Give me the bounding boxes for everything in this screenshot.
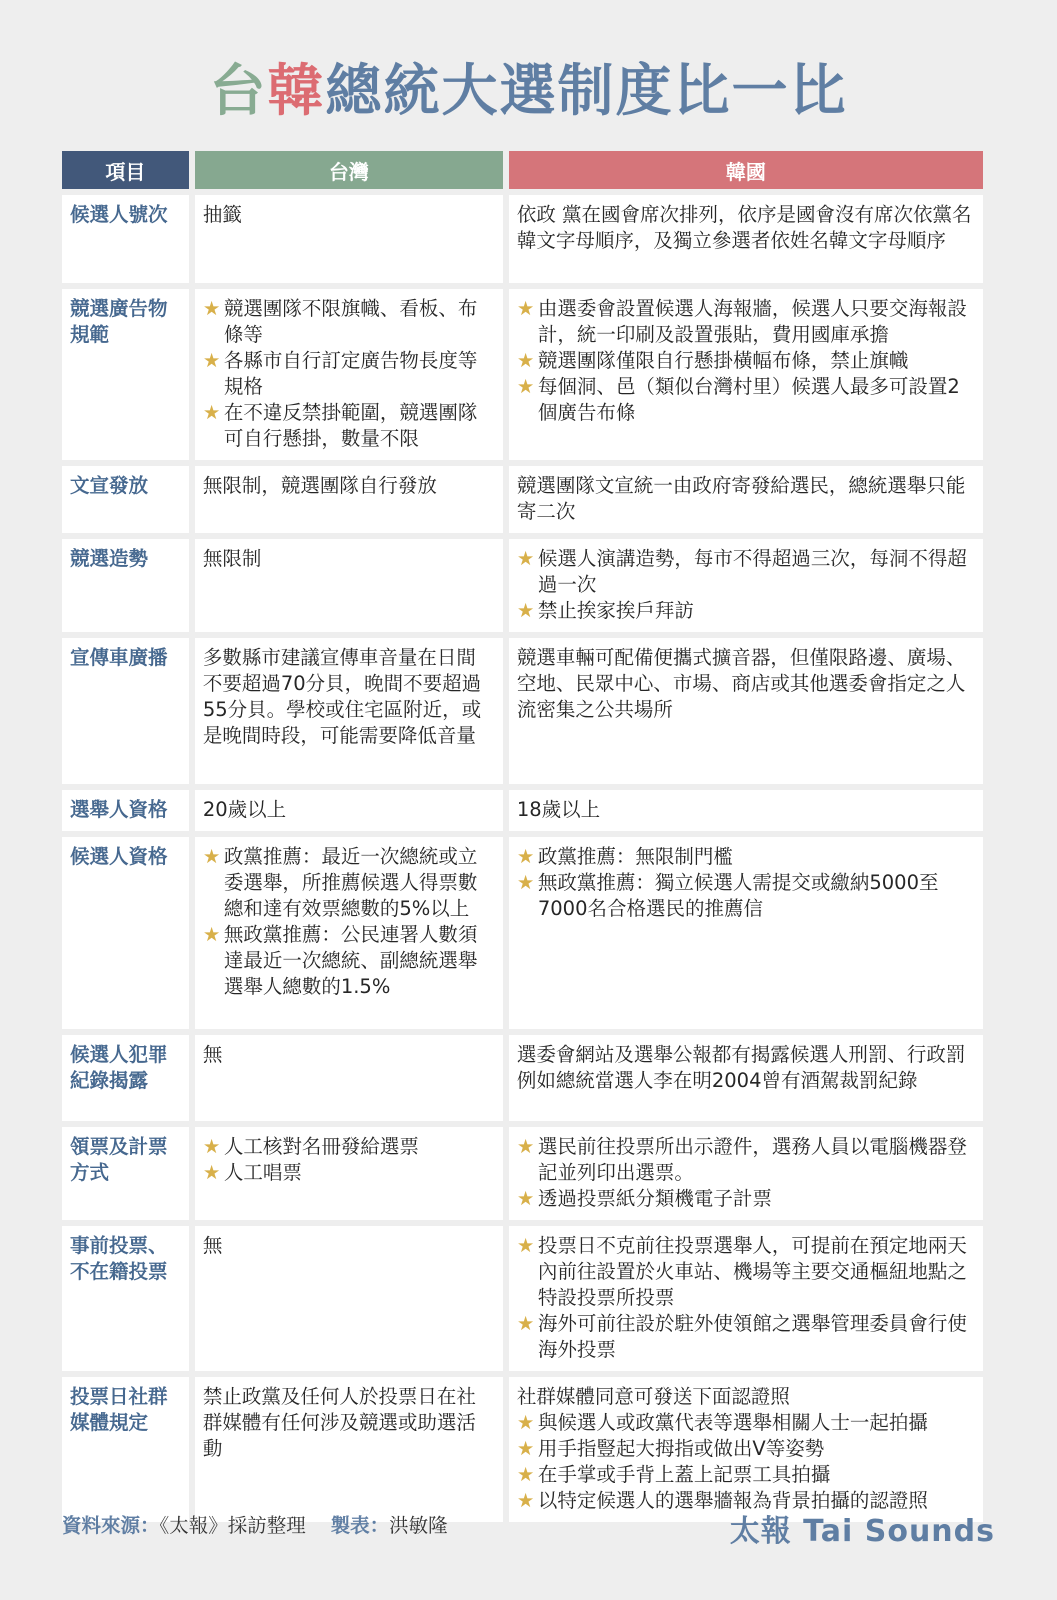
korea-cell: [509, 1226, 983, 1371]
taiwan-cell: [195, 1226, 503, 1371]
korea-cell: [509, 638, 983, 784]
bullet-item: [517, 598, 975, 624]
korea-cell: [509, 1377, 983, 1522]
bullet-item: [203, 1134, 495, 1160]
bullet-item: [517, 1134, 975, 1186]
star-icon: ★: [516, 1437, 535, 1460]
table-row: [62, 195, 983, 283]
title-taiwan: 台: [209, 59, 268, 124]
bullet-item: [203, 348, 495, 400]
bullet-item: [517, 1186, 975, 1212]
source-credit: [62, 1510, 448, 1538]
bullet-item: [517, 296, 975, 348]
source-key: 資料來源：: [62, 1514, 160, 1537]
bullet-text: 以特定候選人的選舉牆報為背景拍攝的認證照: [537, 1489, 928, 1512]
maker-key: 製表：: [330, 1514, 390, 1537]
bullet-item: [517, 1311, 975, 1363]
bullet-text: 競選團隊不限旗幟、看板、布條等: [223, 297, 478, 346]
cell-text: 競選團隊文宣統一由政府寄發給選民，總統選舉只能寄二次: [516, 474, 966, 523]
table-row: [62, 837, 983, 1029]
korea-cell: [509, 539, 983, 632]
bullet-item: [203, 844, 495, 922]
bullet-text: 政黨推薦：最近一次總統或立委選舉，所推薦候選人得票數總和達有效票總數的5%以上: [223, 845, 478, 920]
korea-cell: [509, 837, 983, 1029]
cell-text: 禁止政黨及任何人於投票日在社群媒體有任何涉及競選或助選活動: [202, 1385, 476, 1460]
star-icon: ★: [516, 1463, 535, 1486]
maker-value: 洪敏隆: [389, 1514, 448, 1537]
bullet-text: 禁止挨家挨戶拜訪: [537, 599, 694, 622]
row-label: 競選廣告物規範: [62, 289, 189, 460]
cell-text: 選委會網站及選舉公報都有揭露候選人刑罰、行政罰: [516, 1043, 966, 1066]
bullet-text: 每個洞、邑（類似台灣村里）候選人最多可設置2個廣告布條: [537, 375, 960, 424]
star-icon: ★: [516, 1489, 535, 1512]
star-icon: ★: [516, 1187, 535, 1210]
bullet-text: 與候選人或政黨代表等選舉相關人士一起拍攝: [537, 1411, 928, 1434]
taiwan-cell: [195, 1127, 503, 1220]
bullet-item: [517, 374, 975, 426]
cell-text: 社群媒體同意可發送下面認證照: [516, 1385, 790, 1408]
table-row: [62, 289, 983, 460]
table-row: [62, 1226, 983, 1371]
bullet-item: [203, 922, 495, 1000]
bullet-text: 海外可前往設於駐外使領館之選舉管理委員會行使海外投票: [537, 1312, 967, 1361]
bullet-text: 各縣市自行訂定廣告物長度等規格: [223, 349, 478, 398]
star-icon: ★: [202, 1135, 221, 1158]
cell-text: 抽籤: [202, 203, 242, 226]
bullet-text: 在不違反禁掛範圍，競選團隊可自行懸掛，數量不限: [223, 401, 478, 450]
row-label: 候選人資格: [62, 837, 189, 1029]
bullet-item: [517, 1436, 975, 1462]
table-row: [62, 790, 983, 831]
cell-text: 18歲以上: [516, 798, 601, 821]
bullet-text: 人工唱票: [223, 1161, 302, 1184]
header-korea: 韓國: [509, 151, 983, 189]
bullet-item: [517, 844, 975, 870]
cell-text: 多數縣市建議宣傳車音量在日間不要超過70分貝，晚間不要超過55分貝。學校或住宅區附近，或是晚間時段，可能需要降低音量: [202, 646, 482, 747]
taiwan-cell: [195, 790, 503, 831]
row-label: 文宣發放: [62, 466, 189, 533]
star-icon: ★: [202, 1161, 221, 1184]
taiwan-cell: [195, 195, 503, 283]
bullet-text: 候選人演講造勢，每市不得超過三次，每洞不得超過一次: [537, 547, 967, 596]
star-icon: ★: [516, 1234, 535, 1257]
bullet-item: [517, 1233, 975, 1311]
star-icon: ★: [202, 845, 221, 868]
row-label: 事前投票、不在籍投票: [62, 1226, 189, 1371]
brand-logo: 太報 Tai Sounds: [729, 1514, 995, 1549]
table-row: [62, 466, 983, 533]
taiwan-cell: [195, 1035, 503, 1121]
star-icon: ★: [516, 349, 535, 372]
star-icon: ★: [202, 297, 221, 320]
row-label: 投票日社群媒體規定: [62, 1377, 189, 1522]
row-label: 候選人號次: [62, 195, 189, 283]
table-row: [62, 1127, 983, 1220]
star-icon: ★: [202, 401, 221, 424]
korea-cell: [509, 466, 983, 533]
bullet-text: 競選團隊僅限自行懸掛橫幅布條，禁止旗幟: [537, 349, 909, 372]
korea-cell: [509, 1127, 983, 1220]
cell-text: 競選車輛可配備便攜式擴音器，但僅限路邊、廣場、空地、民眾中心、市場、商店或其他選委會指定之人流密集之公共場所: [516, 646, 966, 721]
bullet-text: 透過投票紙分類機電子計票: [537, 1187, 772, 1210]
table-row: [62, 1035, 983, 1121]
title-korea: 韓: [267, 59, 326, 124]
korea-cell: [509, 195, 983, 283]
taiwan-cell: [195, 837, 503, 1029]
cell-text: 無: [202, 1043, 223, 1066]
bullet-item: [203, 400, 495, 452]
star-icon: ★: [516, 297, 535, 320]
star-icon: ★: [202, 349, 221, 372]
header-item: 項目: [62, 151, 189, 189]
taiwan-cell: [195, 539, 503, 632]
star-icon: ★: [516, 375, 535, 398]
cell-text: 依政 黨在國會席次排列，依序是國會沒有席次依黨名韓文字母順序，及獨立參選者依姓名韓文字母順序: [516, 203, 972, 252]
star-icon: ★: [516, 1411, 535, 1434]
bullet-item: [517, 1462, 975, 1488]
bullet-item: [517, 348, 975, 374]
bullet-text: 無政黨推薦：公民連署人數須達最近一次總統、副總統選舉選舉人總數的1.5%: [223, 923, 478, 998]
header-row: [62, 151, 983, 189]
cell-text: 無限制，競選團隊自行發放: [202, 474, 437, 497]
footer: [62, 1506, 995, 1549]
table-row: [62, 1377, 983, 1522]
taiwan-cell: [195, 289, 503, 460]
star-icon: ★: [516, 845, 535, 868]
source-value: 《太報》採訪整理: [159, 1514, 306, 1537]
row-label: 領票及計票方式: [62, 1127, 189, 1220]
row-label: 競選造勢: [62, 539, 189, 632]
row-label: 候選人犯罪紀錄揭露: [62, 1035, 189, 1121]
header-taiwan: 台灣: [195, 151, 503, 189]
bullet-text: 政黨推薦：無限制門檻: [537, 845, 733, 868]
star-icon: ★: [516, 1312, 535, 1335]
star-icon: ★: [516, 547, 535, 570]
cell-text: 無限制: [202, 547, 262, 570]
star-icon: ★: [516, 1135, 535, 1158]
bullet-text: 選民前往投票所出示證件，選務人員以電腦機器登記並列印出選票。: [537, 1135, 967, 1184]
bullet-item: [517, 870, 975, 922]
title-rest: 總統大選制度比一比: [325, 59, 848, 124]
korea-cell: [509, 790, 983, 831]
star-icon: ★: [516, 599, 535, 622]
bullet-item: [517, 546, 975, 598]
bullet-item: [517, 1410, 975, 1436]
taiwan-cell: [195, 1377, 503, 1522]
cell-text: 20歲以上: [202, 798, 287, 821]
table-row: [62, 539, 983, 632]
table-row: [62, 638, 983, 784]
bullet-text: 無政黨推薦：獨立候選人需提交或繳納5000至7000名合格選民的推薦信: [537, 871, 939, 920]
taiwan-cell: [195, 466, 503, 533]
comparison-table: [56, 145, 989, 1528]
korea-cell: [509, 289, 983, 460]
taiwan-cell: [195, 638, 503, 784]
cell-text: 無: [202, 1234, 223, 1257]
bullet-text: 在手掌或手背上蓋上記票工具拍攝: [537, 1463, 831, 1486]
cell-text: 例如總統當選人李在明2004曾有酒駕裁罰紀錄: [516, 1069, 918, 1092]
korea-cell: [509, 1035, 983, 1121]
bullet-text: 投票日不克前往投票選舉人，可提前在預定地兩天內前往設置於火車站、機場等主要交通樞紐地點之特設投票所投票: [537, 1234, 967, 1309]
bullet-text: 由選委會設置候選人海報牆，候選人只要交海報設計，統一印刷及設置張貼，費用國庫承擔: [537, 297, 967, 346]
bullet-item: [203, 1160, 495, 1186]
star-icon: ★: [516, 871, 535, 894]
bullet-text: 人工核對名冊發給選票: [223, 1135, 419, 1158]
page-title: [0, 52, 1057, 132]
bullet-text: 用手指豎起大拇指或做出V等姿勢: [537, 1437, 825, 1460]
row-label: 宣傳車廣播: [62, 638, 189, 784]
row-label: 選舉人資格: [62, 790, 189, 831]
bullet-item: [203, 296, 495, 348]
star-icon: ★: [202, 923, 221, 946]
